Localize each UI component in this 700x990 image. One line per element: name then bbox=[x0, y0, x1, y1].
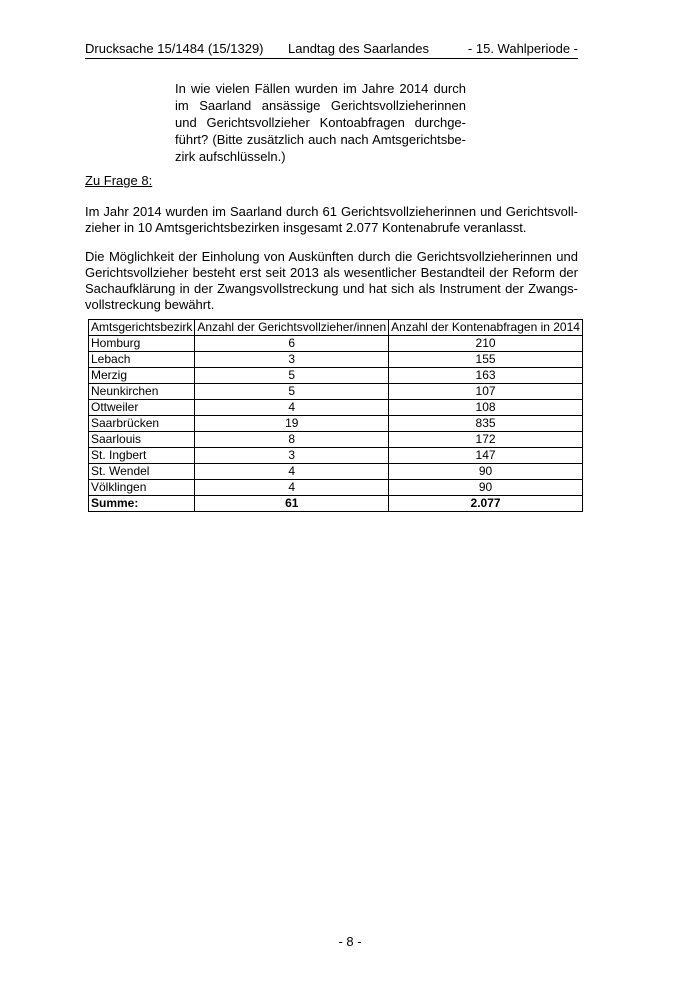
bailiff-count-cell: 19 bbox=[195, 416, 389, 432]
bailiff-count-cell: 3 bbox=[195, 352, 389, 368]
total-bailiffs-cell: 61 bbox=[195, 496, 389, 512]
total-queries-cell: 2.077 bbox=[389, 496, 583, 512]
data-table bbox=[88, 319, 583, 512]
district-cell: Homburg bbox=[89, 336, 195, 352]
parliament-name: Landtag des Saarlandes bbox=[288, 41, 429, 56]
table-row bbox=[89, 400, 583, 416]
query-count-cell: 90 bbox=[389, 464, 583, 480]
table-row bbox=[89, 432, 583, 448]
bailiff-count-cell: 6 bbox=[195, 336, 389, 352]
bailiff-count-cell: 3 bbox=[195, 448, 389, 464]
page-header bbox=[85, 40, 578, 59]
table-total-row bbox=[89, 496, 583, 512]
query-count-cell: 163 bbox=[389, 368, 583, 384]
bailiff-count-cell: 4 bbox=[195, 464, 389, 480]
query-count-cell: 210 bbox=[389, 336, 583, 352]
legislative-period: - 15. Wahlperiode - bbox=[467, 41, 578, 56]
total-label-cell: Summe: bbox=[89, 496, 195, 512]
table-row bbox=[89, 448, 583, 464]
bailiff-count-cell: 4 bbox=[195, 480, 389, 496]
query-count-cell: 147 bbox=[389, 448, 583, 464]
table-row bbox=[89, 368, 583, 384]
page-number: - 8 - bbox=[338, 934, 362, 949]
query-count-cell: 108 bbox=[389, 400, 583, 416]
question-text: In wie vielen Fällen wurden im Jahre 2014 durch im Saarland ansässige Gerichtsvollzieherinnen und Gerichtsvollzieher Kontoabfragen durchge-führt? (Bitte zusätzlich auch nach Amtsgerichtsbe-zirk aufschlüsseln.) bbox=[175, 81, 466, 164]
table-row bbox=[89, 384, 583, 400]
column-header-bailiffs: Anzahl der Gerichtsvollzieher/innen bbox=[195, 320, 389, 336]
query-count-cell: 172 bbox=[389, 432, 583, 448]
district-cell: Saarlouis bbox=[89, 432, 195, 448]
document-number: Drucksache 15/1484 (15/1329) bbox=[85, 41, 264, 56]
table-row bbox=[89, 480, 583, 496]
bailiff-count-cell: 5 bbox=[195, 368, 389, 384]
district-cell: Merzig bbox=[89, 368, 195, 384]
district-cell: Saarbrücken bbox=[89, 416, 195, 432]
answer-paragraph-2: Die Möglichkeit der Einholung von Auskünften durch die Gerichtsvollzieherinnen und Gerichtsvollzieher besteht erst seit 2013 als wesentlicher Bestandteil der Reform der Sachaufklärung in der Zwangsvollstreckung und hat sich als Instrument der Zwangs-vollstreckung bewährt. bbox=[85, 249, 578, 312]
table-row bbox=[89, 352, 583, 368]
district-cell: Lebach bbox=[89, 352, 195, 368]
answer-paragraph-1: Im Jahr 2014 wurden im Saarland durch 61 Gerichtsvollzieherinnen und Gerichtsvoll-zieher in 10 Amtsgerichtsbezirken insgesamt 2.077 Kontenabrufe veranlasst. bbox=[85, 204, 578, 235]
table-row bbox=[89, 336, 583, 352]
query-count-cell: 107 bbox=[389, 384, 583, 400]
bailiff-count-cell: 4 bbox=[195, 400, 389, 416]
table-body bbox=[89, 336, 583, 512]
query-count-cell: 90 bbox=[389, 480, 583, 496]
table-row bbox=[89, 416, 583, 432]
column-header-district: Amtsgerichtsbezirk bbox=[89, 320, 195, 336]
table-row bbox=[89, 464, 583, 480]
query-count-cell: 835 bbox=[389, 416, 583, 432]
bailiff-count-cell: 5 bbox=[195, 384, 389, 400]
district-cell: Ottweiler bbox=[89, 400, 195, 416]
district-cell: St. Ingbert bbox=[89, 448, 195, 464]
district-cell: Völklingen bbox=[89, 480, 195, 496]
bailiff-count-cell: 8 bbox=[195, 432, 389, 448]
query-count-cell: 155 bbox=[389, 352, 583, 368]
district-cell: Neunkirchen bbox=[89, 384, 195, 400]
district-cell: St. Wendel bbox=[89, 464, 195, 480]
column-header-queries: Anzahl der Kontenabfragen in 2014 bbox=[389, 320, 583, 336]
answer-heading: Zu Frage 8: bbox=[85, 173, 153, 188]
table-header-row bbox=[89, 320, 583, 336]
